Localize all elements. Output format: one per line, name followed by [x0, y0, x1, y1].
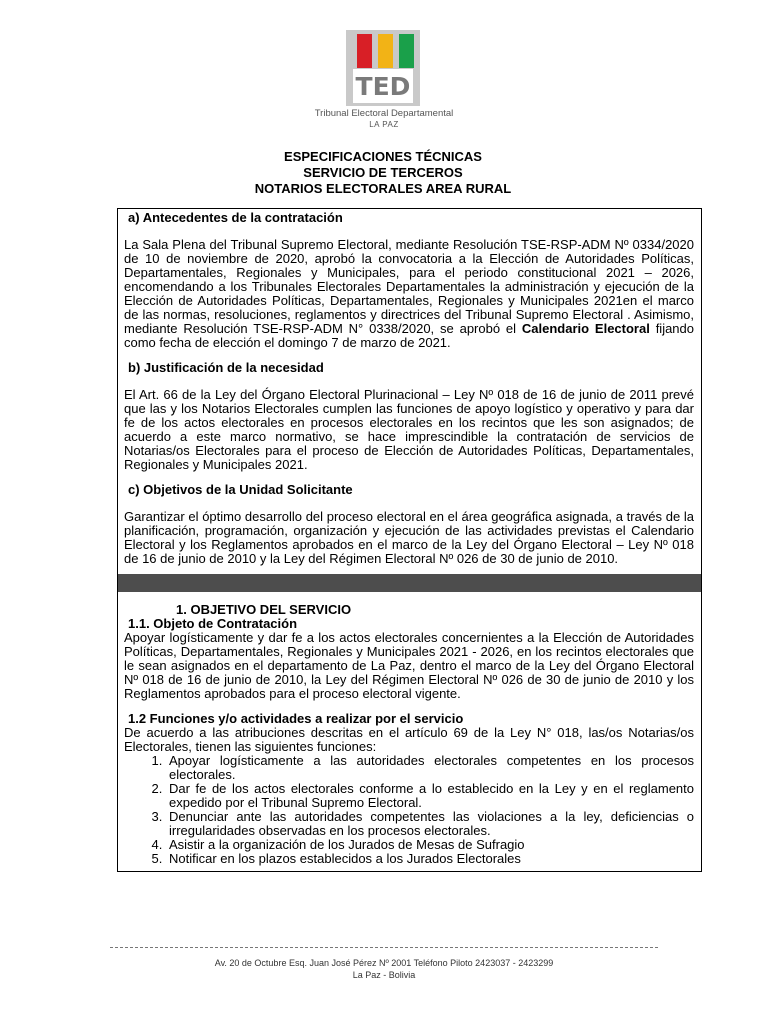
section-1-1-heading: 1.1. Objeto de Contratación: [128, 616, 298, 631]
section-1-heading: 1. OBJETIVO DEL SERVICIO: [176, 602, 352, 617]
section-b-heading: b) Justificación de la necesidad: [128, 360, 324, 375]
logo-red-bar: [357, 34, 372, 68]
section-1-2-heading: 1.2 Funciones y/o actividades a realizar por el servicio: [128, 711, 464, 726]
section-1-2-text: De acuerdo a las atribuciones descritas en el artículo 69 de la Ley N° 018, las/os Notarias/os Electorales, tienen las siguientes funciones:: [124, 725, 694, 754]
title-line-1: ESPECIFICACIONES TÉCNICAS: [284, 149, 482, 164]
logo-green-bar: [399, 34, 414, 68]
title-line-3: NOTARIOS ELECTORALES AREA RURAL: [254, 181, 512, 196]
logo-yellow-bar: [378, 34, 393, 68]
document-title: [118, 149, 648, 197]
logo-city: LA PAZ: [369, 120, 399, 129]
section-b-text: El Art. 66 de la Ley del Órgano Electoral Plurinacional – Ley Nº 018 de 16 de junio de 2011 prevé que las y los Notarios Electorales cumplen las funciones de apoyo logístico y operativo y para dar fe de los actos electorales en procesos electorales en los recintos que les son asignados; de acuerdo a este marco normativo, se hace imprescindible la contratación de servicios de Notarias/os Electorales para el proceso de Elección de Autoridades Políticas, Departamentales, Regionales y Municipales 2021.: [124, 387, 694, 472]
section-a-text-bold: Calendario Electoral: [521, 321, 650, 336]
footer-city: La Paz - Bolivia: [352, 970, 416, 980]
ted-logo: [309, 30, 459, 130]
list-item: 2. Dar fe de los actos electorales conforme a lo establecido en la Ley y en el reglamento expedido por el Tribunal Supremo Electoral.: [166, 782, 694, 810]
functions-list: [124, 754, 694, 866]
logo-org-name: Tribunal Electoral Departamental: [314, 108, 454, 119]
footer-divider: [110, 947, 658, 948]
specifications-box: [117, 208, 702, 872]
section-divider-bar: [118, 574, 701, 592]
upper-content: [124, 209, 694, 566]
list-item: 4. Asistir a la organización de los Jurados de Mesas de Sufragio: [166, 838, 694, 852]
section-a-heading: a) Antecedentes de la contratación: [128, 210, 343, 225]
logo-mark: TED: [355, 72, 411, 101]
list-item: 1. Apoyar logísticamente a las autoridades electorales competentes en los procesos electorales.: [166, 754, 694, 782]
section-c-heading: c) Objetivos de la Unidad Solicitante: [128, 482, 353, 497]
section-a-text-start: La Sala Plena del Tribunal Supremo Electoral, mediante Resolución TSE-RSP-ADM Nº 0334/2020 de 10 de noviembre de 2020, aprobó la convocatoria a la Elección de Autoridades Políticas, Departamentales, Regionales y Municipales, para el periodo constitucional 2021 – 2026, encomendando a los Tribunales Electorales Departamentales la administración y ejecución de la Elección de Autoridades Políticas, Departamentales, Regionales y Municipales 2021en el marco de las normas, resoluciones, reglamentos y directrices del Tribunal Supremo Electoral . Asimismo, mediante Resolución TSE-RSP-ADM N° 0338/2020, se aprobó el: [124, 237, 694, 336]
section-a-text-end: fijando como fecha de elección el domingo 7 de marzo de 2021.: [124, 321, 694, 350]
section-c-text: Garantizar el óptimo desarrollo del proceso electoral en el área geográfica asignada, a través de la planificación, programación, organización y ejecución de las actividades previstas el Calendario Electoral y los Reglamentos aprobados en el marco de la Ley del Órgano Electoral – Ley Nº 018 de 16 de junio de 2010 y la Ley del Régimen Electoral Nº 026 de 30 de junio de 2010.: [124, 509, 694, 566]
footer-address: Av. 20 de Octubre Esq. Juan José Pérez Nº 2001 Teléfono Piloto 2423037 - 2423299: [214, 958, 554, 968]
section-a-text: [124, 238, 694, 350]
lower-content: [124, 602, 694, 866]
list-item: 5. Notificar en los plazos establecidos a los Jurados Electorales: [166, 852, 694, 866]
title-line-2: SERVICIO DE TERCEROS: [303, 165, 463, 180]
section-1-1-text: Apoyar logísticamente y dar fe a los actos electorales concernientes a la Elección de Autoridades Políticas, Departamentales, Regionales y Municipales 2021 - 2026, en los recintos electorales que le sean asignados en el departamento de La Paz, dentro el marco de la Ley del Órgano Electoral Nº 018 de 16 de junio de 2010, la Ley del Régimen Electoral Nº 026 de 30 de junio de 2010 y los Reglamentos aprobados para el proceso electoral vigente.: [124, 630, 694, 701]
list-item: 3. Denunciar ante las autoridades competentes las violaciones a la ley, deficiencias o irregularidades observadas en los procesos electorales.: [166, 810, 694, 838]
